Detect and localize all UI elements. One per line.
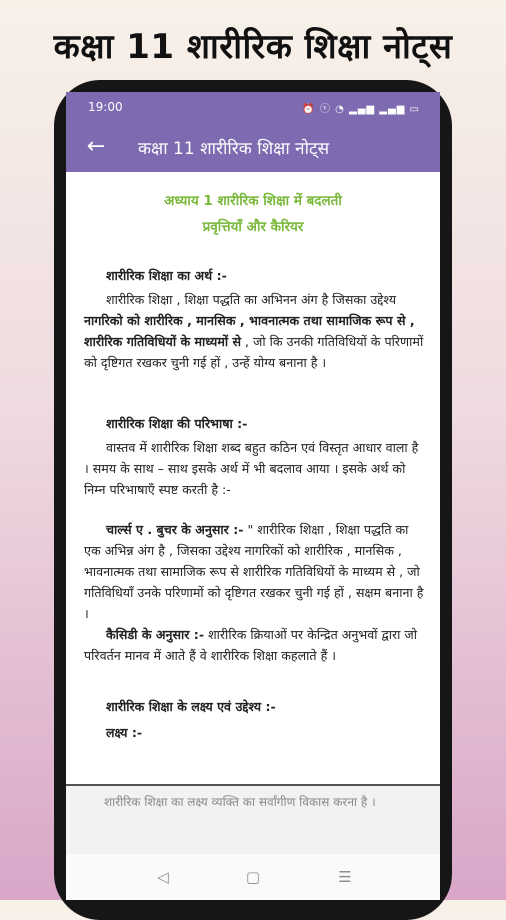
app-bar	[66, 122, 440, 172]
navigation-bar	[66, 854, 440, 900]
paragraph-meaning-bold: नागरिको को शारीरिक , मानसिक , भावनात्मक तथा सामाजिक रूप से , शारीरिक गतिविधियों के माध्यमों से	[84, 313, 415, 349]
paragraph-cassidy	[84, 624, 424, 666]
bucher-quote: " शारीरिक शिक्षा , शिक्षा पद्धति का एक अभिन्न अंग है , जिसका उद्देश्य नागरिकों को शारीरिक , मानसिक , भावनात्मक तथा सामाजिक रूप से शारीरिक गतिविधियों के माध्यम से , जो गतिविधियाँ उनके परिणामों को दृष्टिगत रखकर चुनी गई हों , सक्षम बनाना है ।	[84, 522, 424, 621]
heading-meaning: शारीरिक शिक्षा का अर्थ :-	[106, 268, 227, 283]
nav-home-icon[interactable]: ▢	[245, 868, 261, 886]
back-arrow-icon[interactable]: ←	[86, 133, 106, 159]
heading-definition: शारीरिक शिक्षा की परिभाषा :-	[106, 416, 248, 431]
status-icons: ⏰ ⓥ ◔ ▂▄▆ ▂▄▆ ▭	[302, 104, 420, 115]
paragraph-meaning	[84, 289, 424, 373]
status-time: 19:00	[88, 100, 123, 114]
cassidy-label: कैसिडी के अनुसार :-	[106, 627, 205, 642]
cassidy-text: शारीरिक क्रियाओं पर केन्द्रित अनुभवों द्वारा जो परिवर्तन मानव में आते हैं वे शारीरिक शिक्षा कहलाते हैं ।	[84, 627, 418, 663]
promo-title: कक्षा 11 शारीरिक शिक्षा नोट्स	[53, 27, 453, 67]
heading-goal: लक्ष्य :-	[106, 725, 143, 740]
chapter-title	[106, 188, 400, 240]
chapter-title-line-1: अध्याय 1 शारीरिक शिक्षा में बदलती	[164, 193, 342, 209]
paragraph-bucher	[84, 519, 424, 624]
paragraph-definition: वास्तव में शारीरिक शिक्षा शब्द बहुत कठिन एवं विस्तृत आधार वाला है । समय के साथ – साथ इसके अर्थ में भी बदलाव आया । इसके अर्थ को निम्न परिभाषाएँ स्पष्ट करती है :-	[84, 440, 419, 497]
bucher-label: चार्ल्स ए . बुचर के अनुसार :-	[106, 522, 244, 537]
phone-screen	[66, 92, 440, 900]
next-card	[66, 786, 440, 854]
notes-content[interactable]	[66, 172, 440, 784]
nav-menu-icon[interactable]: ☰	[338, 868, 352, 886]
nav-back-icon[interactable]: ◁	[157, 868, 169, 886]
paragraph-meaning-part-2: , जो कि उनकी गतिविधियों के परिणामों को दृष्टिगत रखकर चुनी गई हों , उन्हें योग्य बनाना है ।	[84, 334, 424, 370]
chapter-title-line-2: प्रवृत्तियाँ और कैरियर	[202, 219, 304, 235]
faded-text: शारीरिक शिक्षा का लक्ष्य व्यक्ति का सर्वांगीण विकास करना है ।	[104, 795, 376, 809]
app-bar-title: कक्षा 11 शारीरिक शिक्षा नोट्स	[138, 139, 330, 159]
paragraph-meaning-part-1: शारीरिक शिक्षा , शिक्षा पद्धति का अभिनन अंग है जिसका उद्देश्य	[106, 292, 397, 307]
status-bar	[66, 92, 440, 122]
heading-goals: शारीरिक शिक्षा के लक्ष्य एवं उद्देश्य :-	[106, 699, 276, 714]
